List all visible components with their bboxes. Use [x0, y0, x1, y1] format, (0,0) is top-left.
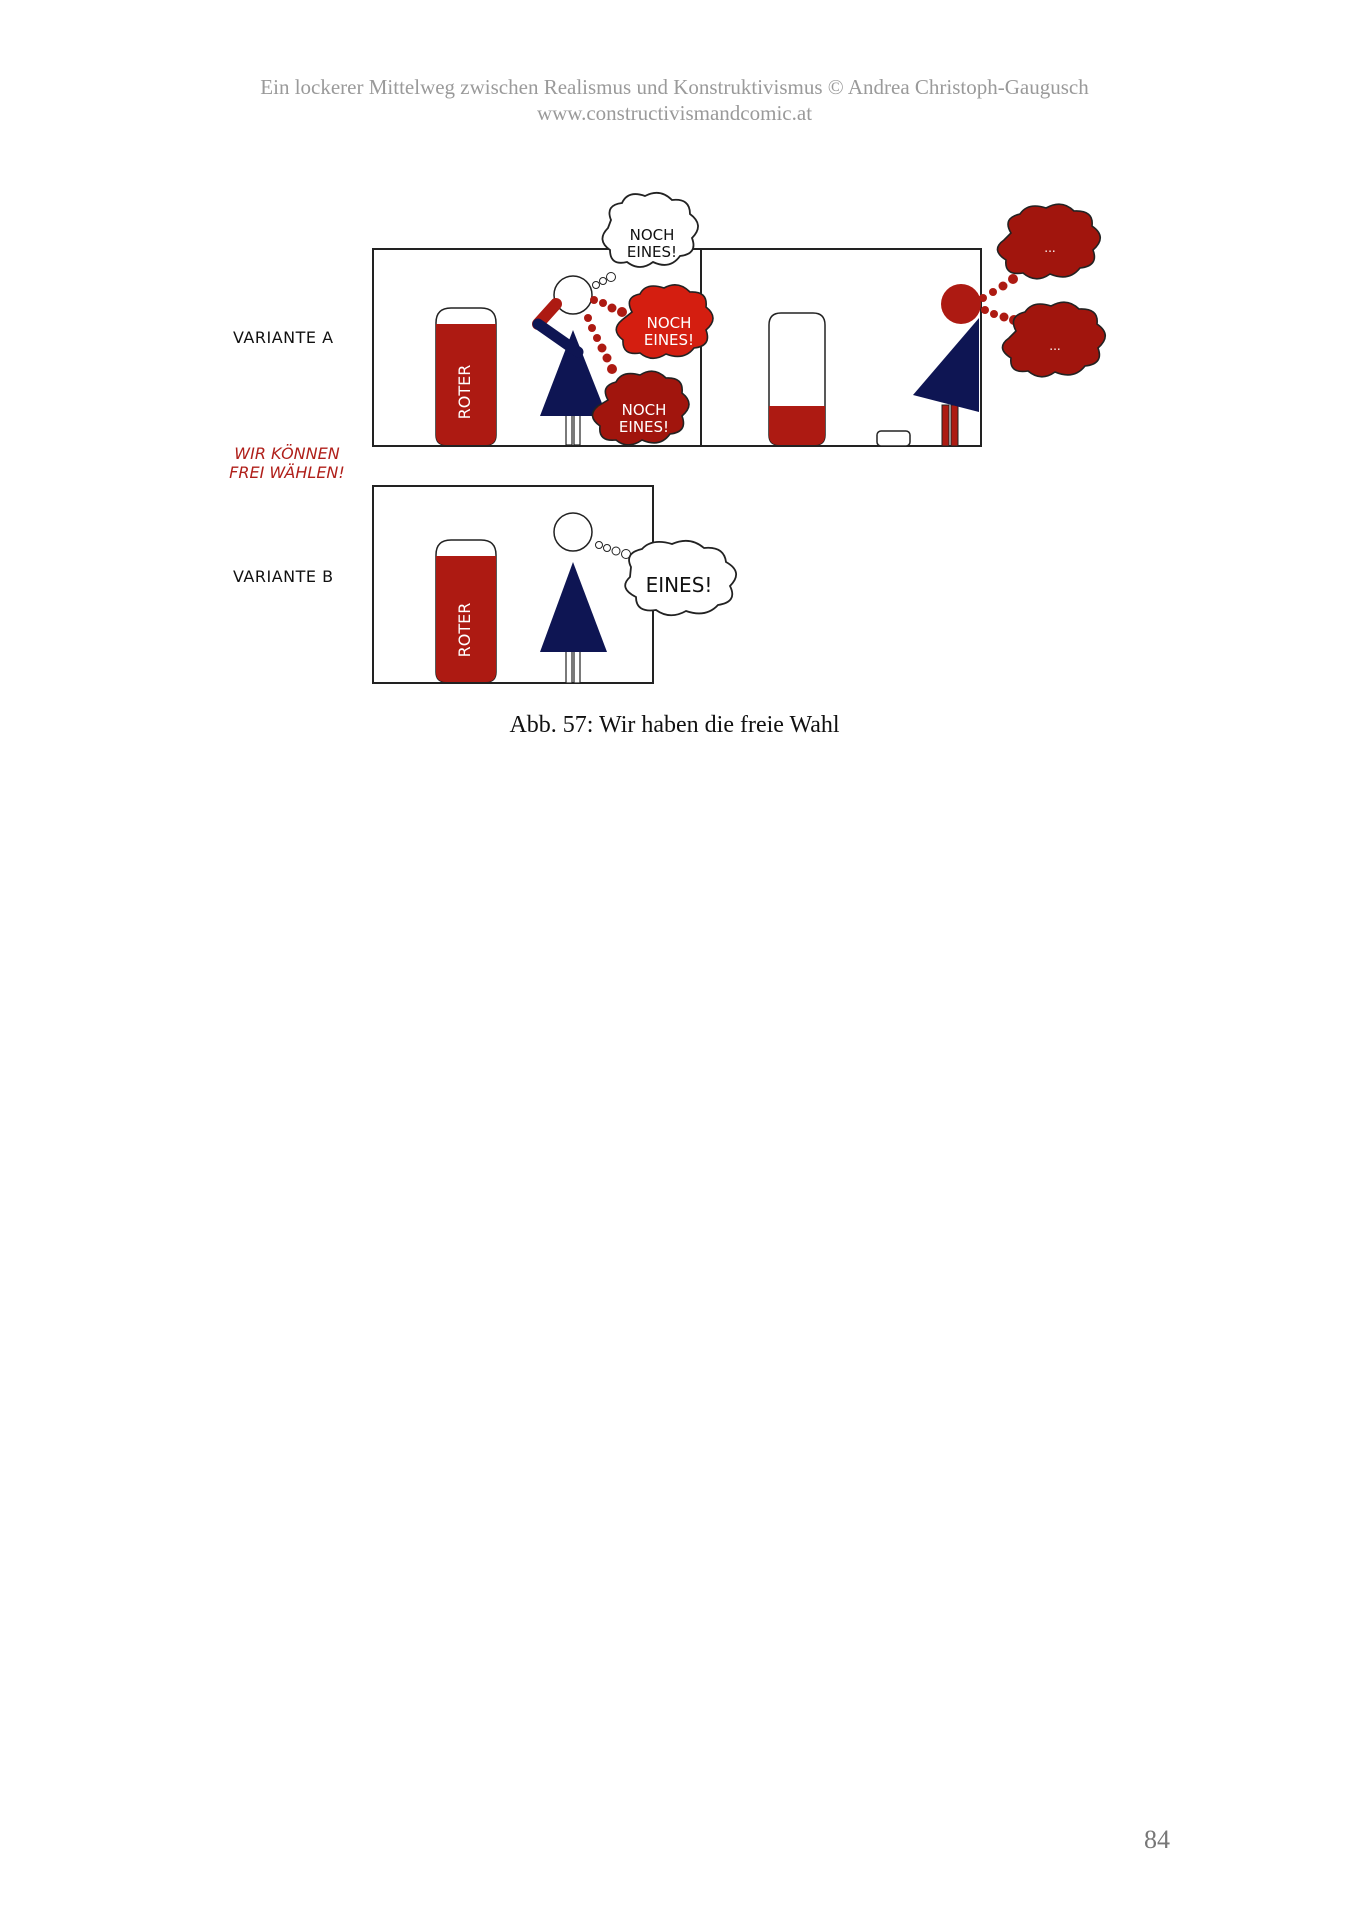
bubble-top-line2: EINES! [626, 243, 678, 261]
bubble-b-text: EINES! [645, 573, 713, 597]
document-header-url: www.constructivismandcomic.at [536, 101, 813, 125]
bubble-ellipsis-top-text: ... [1044, 241, 1056, 255]
page-number: 84 [1144, 1825, 1170, 1854]
document-header-title: Ein lockerer Mittelweg zwischen Realismus und Konstruktivismus © Andrea Christoph-Gaugusch [260, 75, 1089, 99]
cork [877, 431, 910, 446]
slogan-line-2: FREI WÄHLEN! [229, 463, 345, 482]
bottle-label: ROTER [455, 364, 474, 420]
bubble-middle-line1: NOCH [646, 314, 692, 332]
panel-b [373, 486, 653, 683]
thought-bubble-white-b [625, 541, 736, 615]
figure-caption: Abb. 57: Wir haben die freie Wahl [509, 712, 840, 738]
variant-b-label: VARIANTE B [233, 567, 334, 586]
wine-bottle-nearly-empty [769, 313, 825, 445]
slogan-line-1: WIR KÖNNEN [234, 444, 340, 463]
bubble-top-line1: NOCH [629, 226, 675, 244]
thought-dots-a2 [979, 274, 1019, 325]
thought-bubble-ellipsis-top [997, 204, 1100, 279]
variant-a-label: VARIANTE A [233, 328, 334, 347]
panel-a2 [701, 249, 981, 446]
bubble-ellipsis-bottom-text: ... [1049, 339, 1061, 353]
bubble-bottom-line1: NOCH [621, 401, 667, 419]
bubble-bottom-line2: EINES! [618, 418, 670, 436]
thought-bubble-white-top [602, 193, 698, 267]
bubble-middle-line2: EINES! [643, 331, 695, 349]
wine-bottle-full-b [436, 540, 496, 682]
bottle-label-b: ROTER [455, 602, 474, 658]
thought-bubble-ellipsis-bottom [1002, 302, 1105, 377]
wine-bottle-full [436, 308, 496, 445]
